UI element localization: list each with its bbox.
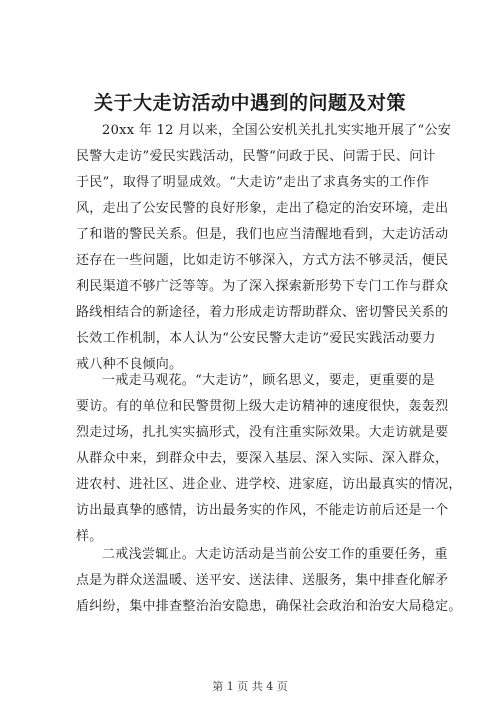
paragraph-line: 戒八种不良倾向。 [76,357,183,372]
document-title: 关于大走访活动中遇到的问题及对策 [93,92,406,114]
paragraph-line: 要访。有的单位和民警贯彻上级大走访精神的速度很快，轰轰烈 [76,399,449,414]
paragraph-first-caution [76,368,462,550]
paragraph-line: 进农村、进社区、进企业、进学校、进家庭，访出最真实的情况， [76,477,462,492]
paragraph-line: 一戒走马观花。“大走访”，顾名思义，要走，更重要的是 [102,373,436,388]
page-number-footer: 第 1 页 共 4 页 [212,680,288,693]
paragraph-line: 长效工作机制，本人认为“公安民警大走访”爱民实践活动要力 [76,331,436,346]
paragraph-line: 路线相结合的新途径，着力形成走访帮助群众、密切警民关系的 [76,305,449,320]
paragraph-line: 二戒浅尝辄止。大走访活动是当前公安工作的重要任务，重 [102,547,448,562]
paragraph-line: 民警大走访”爱民实践活动，民警“问政于民、问需于民、问计 [76,149,436,164]
paragraph-line: 风，走出了公安民警的良好形象，走出了稳定的治安环境，走出 [76,201,449,216]
paragraph-line: 盾纠纷，集中排查整治治安隐患，确保社会政治和治安大局稳定。 [76,599,462,614]
paragraph-line: 于民”，取得了明显成效。“大走访”走出了求真务实的工作作 [76,175,430,190]
paragraph-line: 点是为群众送温暖、送平安、送法律、送服务，集中排查化解矛 [76,573,449,588]
paragraph-line: 20xx 年 12 月以来，全国公安机关扎扎实实地开展了“公安 [102,123,452,138]
paragraph-line: 样。 [76,529,103,544]
paragraph-line: 从群众中来，到群众中去，要深入基层、深入实际、深入群众， [76,451,449,466]
paragraph-line: 访出最真挚的感情，访出最务实的作风，不能走访前后还是一个 [76,503,449,518]
paragraph-line: 利民渠道不够广泛等等。为了深入探索新形势下专门工作与群众 [76,279,449,294]
paragraph-line: 了和谐的警民关系。但是，我们也应当清醒地看到，大走访活动 [76,227,449,242]
paragraph-second-caution [76,542,462,620]
paragraph-line: 还存在一些问题，比如走访不够深入，方式方法不够灵活，便民 [76,253,449,268]
paragraph-intro [76,118,450,378]
paragraph-line: 烈走过场，扎扎实实搞形式，没有注重实际效果。大走访就是要 [76,425,449,440]
